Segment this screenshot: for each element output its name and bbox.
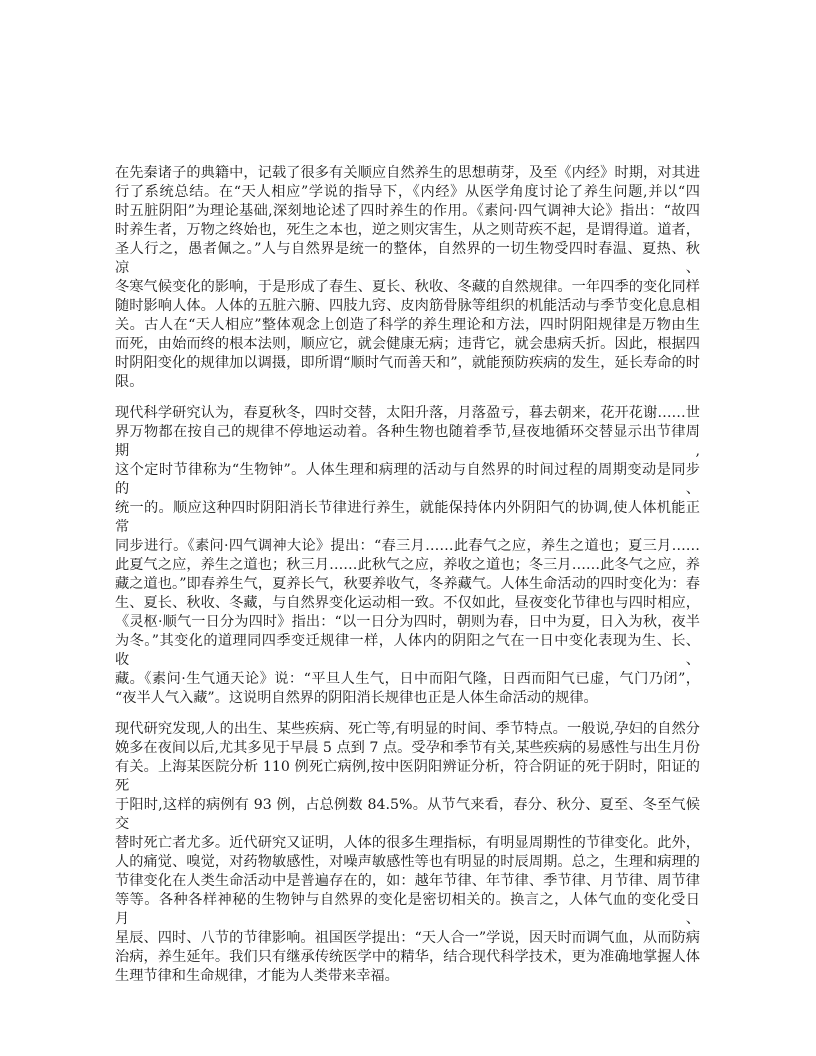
text-line: 圣人行之，愚者佩之。”人与自然界是统一的整体，自然界的一切生物受四时春温、夏热、秋凉、 [115, 241, 700, 276]
paragraph-3 [115, 720, 700, 986]
text-line: 节律变化在人类生命活动中是普遍存在的，如：越年节律、年节律、季节律、月节律、周节律 [115, 873, 700, 889]
text-line: 现代科学研究认为，春夏秋冬，四时交替，太阳升落，月落盈亏，暮去朝来，花开花谢……世 [115, 405, 700, 421]
text-line: 时五脏阴阳”为理论基础,深刻地论述了四时养生的作用。《素问·四气调神大论》指出：“故四 [115, 203, 700, 219]
text-line: 现代研究发现,人的出生、某些疾病、死亡等,有明显的时间、季节特点。一般说,孕妇的自然分 [115, 721, 700, 737]
text-line: 娩多在夜间以后,尤其多见于早晨 5 点到 7 点。受孕和季节有关,某些疾病的易感性与出生月份 [115, 740, 700, 756]
text-line: 关。古人在“天人相应”整体观念上创造了科学的养生理论和方法，四时阴阳规律是万物由生 [115, 317, 700, 333]
text-line: 有关。上海某医院分析 110 例死亡病例,按中医阴阳辨证分析，符合阴证的死于阴时，阳证的死 [115, 759, 700, 794]
text-line: 在先秦诸子的典籍中，记载了很多有关顺应自然养生的思想萌芽，及至《内经》时期，对其进 [115, 165, 700, 181]
text-line: 生、夏长、秋收、冬藏，与自然界变化运动相一致。不仅如此，昼夜变化节律也与四时相应， [115, 595, 700, 611]
text-line: 而死，由始而终的根本法则，顺应它，就会健康无病；违背它，就会患病夭折。因此，根据四 [115, 336, 700, 352]
text-line: 同步进行。《素问·四气调神大论》提出：“春三月……此春气之应，养生之道也；夏三月…… [115, 538, 700, 554]
text-line: 治病，养生延年。我们只有继承传统医学中的精华，结合现代科学技术，更为准确地掌握人体 [115, 949, 700, 965]
text-line: 界万物都在按自己的规律不停地运动着。各种生物也随着季节,昼夜地循环交替显示出节律周期, [115, 424, 700, 459]
text-line: 等等。各种各样神秘的生物钟与自然界的变化是密切相关的。换言之，人体气血的变化受日月、 [115, 892, 700, 927]
text-line: 时养生者，万物之终始也，死生之本也，逆之则灾害生，从之则苛疾不起，是谓得道。道者， [115, 222, 700, 238]
text-line: 替时死亡者尤多。近代研究又证明，人体的很多生理指标，有明显周期性的节律变化。此外， [115, 835, 700, 851]
text-line: 于阳时,这样的病例有 93 例，占总例数 84.5%。从节气来看，春分、秋分、夏至、冬至气候交 [115, 797, 700, 832]
text-line: 统一的。顺应这种四时阴阳消长节律进行养生，就能保持体内外阴阳气的协调,使人体机能正常 [115, 500, 700, 535]
text-line: 生理节律和生命规律，才能为人类带来幸福。 [115, 968, 399, 984]
text-line: 这个定时节律称为“生物钟”。人体生理和病理的活动与自然界的时间过程的周期变动是同步的、 [115, 462, 700, 497]
text-line: 此夏气之应，养生之道也；秋三月……此秋气之应，养收之道也；冬三月……此冬气之应，养 [115, 557, 700, 573]
text-line: “夜半人气入藏”。这说明自然界的阴阳消长规律也正是人体生命活动的规律。 [115, 690, 598, 706]
text-line: 行了系统总结。在“天人相应”学说的指导下，《内经》从医学角度讨论了养生问题,并以“四 [115, 184, 700, 200]
paragraph-2 [115, 404, 700, 708]
text-line: 藏。《素问·生气通天论》说：“平旦人生气，日中而阳气隆，日西而阳气已虚，气门乃闭”， [115, 671, 700, 687]
text-line: 人的痛觉、嗅觉，对药物敏感性，对噪声敏感性等也有明显的时辰周期。总之，生理和病理的 [115, 854, 700, 870]
text-line: 限。 [115, 374, 144, 390]
text-line: 冬寒气候变化的影响，于是形成了春生、夏长、秋收、冬藏的自然规律。一年四季的变化同样 [115, 279, 700, 295]
text-line: 藏之道也。”即春养生气，夏养长气，秋要养收气，冬养藏气。人体生命活动的四时变化为：春 [115, 576, 700, 592]
text-line: 星辰、四时、八节的节律影响。祖国医学提出：“天人合一”学说，因天时而调气血，从而防病 [115, 930, 700, 946]
text-line: 为冬。”其变化的道理同四季变迁规律一样，人体内的阴阳之气在一日中变化表现为生、长、收、 [115, 633, 700, 668]
document-body [115, 164, 700, 998]
text-line: 《灵枢·顺气一日分为四时》指出：“以一日分为四时，朝则为春，日中为夏，日入为秋，夜半 [115, 614, 700, 630]
text-line: 随时影响人体。人体的五脏六腑、四肢九窍、皮肉筋骨脉等组织的机能活动与季节变化息息相 [115, 298, 700, 314]
paragraph-1 [115, 164, 700, 392]
text-line: 时阴阳变化的规律加以调摄，即所谓“顺时气而善天和”，就能预防疾病的发生，延长寿命的时 [115, 355, 700, 371]
